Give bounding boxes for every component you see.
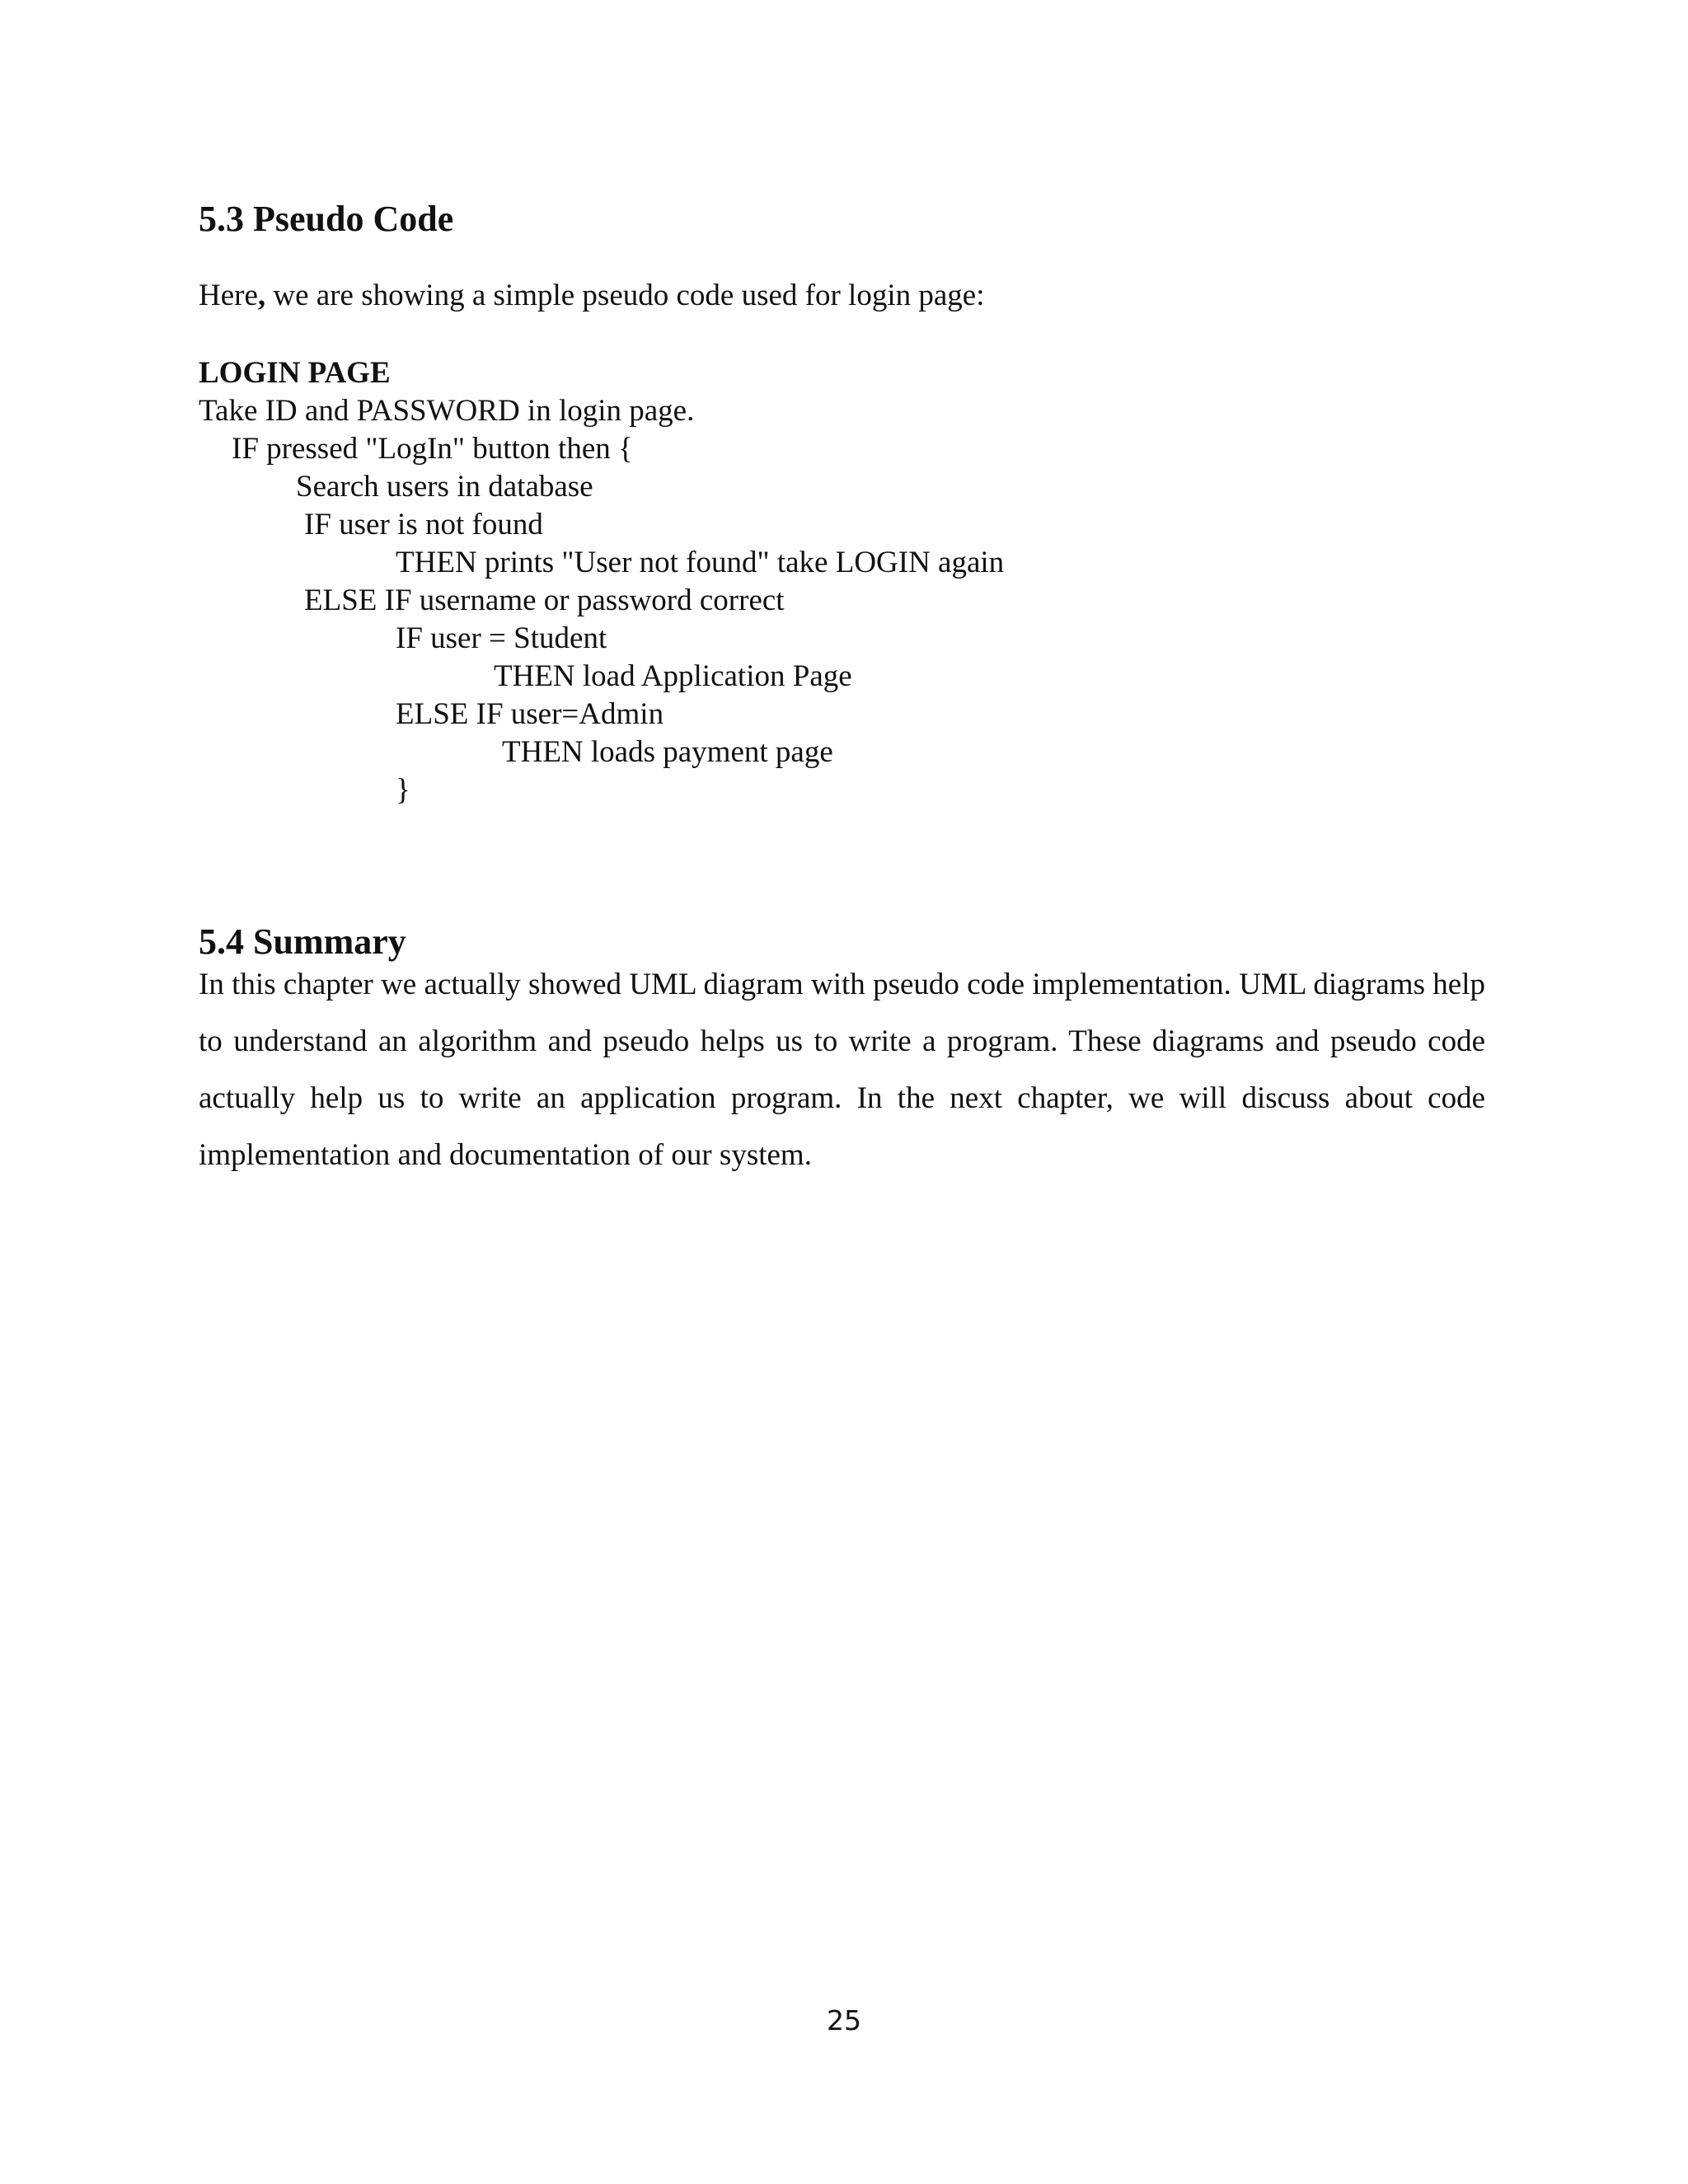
pseudo-code-block: [199, 354, 1004, 809]
code-line: Take ID and PASSWORD in login page.: [199, 394, 695, 428]
code-line: THEN prints "User not found" take LOGIN again: [396, 546, 1005, 579]
summary-paragraph: In this chapter we actually showed UML diagram with pseudo code implementation. UML diagrams help to understand an algorithm and pseudo helps us to write a program. These diagrams and pseudo code actually help us to write an application program. In the next chapter, we will discuss about code implementation and documentation of our system.: [199, 968, 1485, 1172]
code-title: LOGIN PAGE: [199, 356, 391, 390]
code-line: Search users in database: [296, 470, 593, 504]
section-heading-summary: 5.4 Summary: [199, 921, 406, 962]
page-number: 25: [827, 2004, 861, 2036]
intro-comma: ,: [257, 279, 266, 312]
section-heading-pseudo-code: 5.3 Pseudo Code: [199, 199, 454, 239]
code-line: THEN loads payment page: [502, 735, 833, 769]
code-line: ELSE IF username or password correct: [304, 583, 785, 617]
intro-lead: Here: [199, 279, 258, 312]
intro-paragraph: [199, 277, 985, 315]
code-line: }: [396, 773, 410, 807]
code-line: IF pressed "LogIn" button then {: [232, 432, 633, 466]
code-line: THEN load Application Page: [494, 659, 852, 693]
code-line: IF user is not found: [304, 508, 543, 541]
code-line: ELSE IF user=Admin: [396, 697, 664, 731]
code-line: IF user = Student: [396, 621, 607, 655]
intro-rest: we are showing a simple pseudo code used for login page:: [265, 279, 985, 312]
